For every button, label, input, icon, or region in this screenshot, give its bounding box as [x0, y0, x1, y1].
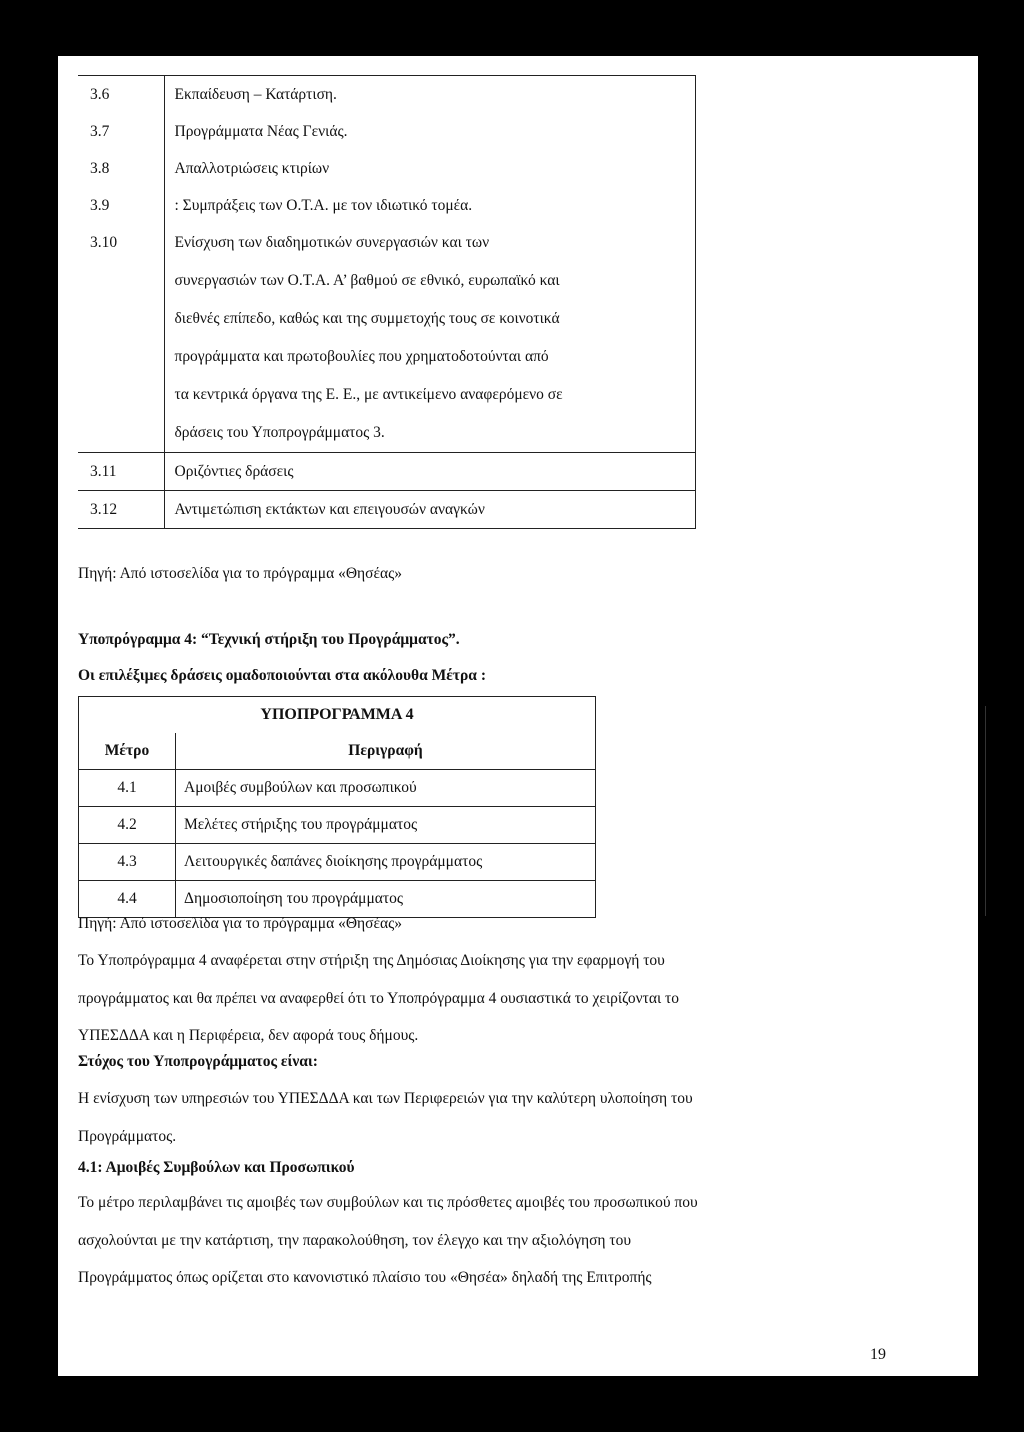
subprogram-measure-code: 4.1	[79, 770, 176, 807]
measure-row	[78, 150, 696, 187]
subprogram-row	[79, 770, 596, 807]
measure-description-line: : Συμπράξεις των Ο.Τ.Α. με τον ιδιωτικό τομέα.	[174, 197, 473, 214]
paragraph-line: Η ενίσχυση των υπηρεσιών του ΥΠΕΣΔΔΑ και των Περιφερειών για την καλύτερη υλοποίηση του	[78, 1090, 693, 1107]
measure-code: 3.8	[78, 150, 164, 187]
measures-table	[78, 75, 696, 529]
measure-description-line: δράσεις του Υποπρογράμματος 3.	[174, 424, 385, 441]
column-header-code: Μέτρο	[79, 733, 176, 770]
paragraph-41	[78, 1184, 900, 1297]
measure-code: 3.11	[78, 453, 164, 491]
measures-heading: Οι επιλέξιμες δράσεις ομαδοποιούνται στα ακόλουθα Μέτρα :	[78, 667, 486, 684]
paragraph-line: Προγράμματος.	[78, 1127, 177, 1145]
subprogram-row	[79, 807, 596, 844]
measure-row	[78, 224, 696, 453]
subprogram-measure-description: Δημοσιοποίηση του προγράμματος	[176, 881, 596, 918]
measure-code: 3.9	[78, 187, 164, 224]
page-number: 19	[870, 1346, 886, 1363]
source-note: Πηγή: Από ιστοσελίδα για το πρόγραμμα «Θησέας»	[78, 915, 403, 932]
subprogram-measure-code: 4.4	[79, 881, 176, 918]
paragraph-line: Το Υποπρόγραμμα 4 αναφέρεται στην στήριξη της Δημόσιας Διοίκησης για την εφαρμογή του	[78, 952, 665, 969]
measure-description	[164, 453, 696, 491]
measure-code: 3.7	[78, 113, 164, 150]
measure-description-line: Εκπαίδευση – Κατάρτιση.	[174, 86, 337, 103]
measure-row	[78, 453, 696, 491]
measure-description	[164, 491, 696, 529]
measure-row	[78, 113, 696, 150]
paragraph-line: ασχολούνται με την κατάρτιση, την παρακολούθηση, τον έλεγχο και την αξιολόγηση του	[78, 1231, 632, 1249]
measure-description-line: συνεργασιών των Ο.Τ.Α. Α’ βαθμού σε εθνικό, ευρωπαϊκό και	[174, 272, 560, 289]
measure-row	[78, 187, 696, 224]
measure-description	[164, 113, 696, 150]
subprogram-row	[79, 844, 596, 881]
measure-code: 3.10	[78, 224, 164, 453]
paragraph-intro	[78, 942, 900, 1055]
measure-description-line: προγράμματα και πρωτοβουλίες που χρηματοδοτούνται από	[174, 348, 549, 365]
paragraph-line: προγράμματος και θα πρέπει να αναφερθεί ότι το Υποπρόγραμμα 4 ουσιαστικά το χειρίζονται το	[78, 989, 679, 1007]
subprogram-measure-code: 4.3	[79, 844, 176, 881]
source-note: Πηγή: Από ιστοσελίδα για το πρόγραμμα «Θησέας»	[78, 565, 403, 582]
subprogram-table	[78, 696, 596, 918]
measure-description-line: Ενίσχυση των διαδημοτικών συνεργασιών και των	[174, 234, 490, 251]
measure-row	[78, 491, 696, 529]
measure-description	[164, 76, 696, 114]
measure-description-line: διεθνές επίπεδο, καθώς και της συμμετοχής τους σε κοινοτικά	[174, 310, 560, 327]
paragraph-line: Το μέτρο περιλαμβάνει τις αμοιβές των συμβούλων και τις πρόσθετες αμοιβές του προσωπικού που	[78, 1194, 698, 1211]
subprogram-measure-code: 4.2	[79, 807, 176, 844]
measure-code: 3.12	[78, 491, 164, 529]
measure-description	[164, 150, 696, 187]
measure-code: 3.6	[78, 76, 164, 114]
measure-row	[78, 76, 696, 114]
edge-line	[985, 706, 986, 916]
paragraph-line: ΥΠΕΣΔΔΑ και η Περιφέρεια, δεν αφορά τους δήμους.	[78, 1027, 419, 1044]
subprogram-table-caption: ΥΠΟΠΡΟΓΡΑΜΜΑ 4	[79, 697, 596, 734]
measure-41-heading: 4.1: Αμοιβές Συμβούλων και Προσωπικού	[78, 1159, 355, 1176]
measure-description	[164, 187, 696, 224]
goal-heading: Στόχος του Υποπρογράμματος είναι:	[78, 1053, 318, 1070]
subprogram-heading: Υποπρόγραμμα 4: “Τεχνική στήριξη του Προγράμματος”.	[78, 631, 460, 648]
measure-description-line: Οριζόντιες δράσεις	[174, 463, 294, 480]
measure-description-line: Προγράμματα Νέας Γενιάς.	[174, 123, 348, 140]
subprogram-measure-description: Μελέτες στήριξης του προγράμματος	[176, 807, 596, 844]
subprogram-measure-description: Αμοιβές συμβούλων και προσωπικού	[176, 770, 596, 807]
measure-description	[164, 224, 696, 453]
subprogram-row	[79, 881, 596, 918]
measure-description-line: τα κεντρικά όργανα της Ε. Ε., με αντικείμενο αναφερόμενο σε	[174, 386, 563, 403]
measure-description-line: Απαλλοτριώσεις κτιρίων	[174, 160, 330, 177]
paragraph-line: Προγράμματος όπως ορίζεται στο κανονιστικό πλαίσιο του «Θησέα» δηλαδή της Επιτροπής	[78, 1269, 652, 1286]
column-header-description: Περιγραφή	[176, 733, 596, 770]
subprogram-measure-description: Λειτουργικές δαπάνες διοίκησης προγράμματος	[176, 844, 596, 881]
measure-description-line: Αντιμετώπιση εκτάκτων και επειγουσών αναγκών	[174, 501, 485, 518]
paragraph-goal	[78, 1080, 900, 1155]
